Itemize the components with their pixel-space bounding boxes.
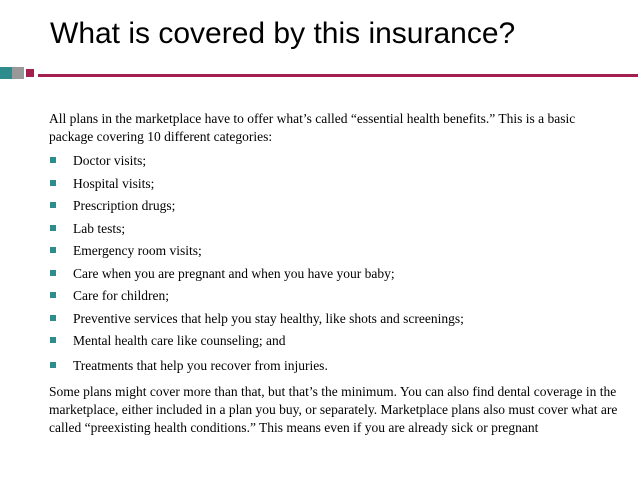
square-bullet-icon xyxy=(50,157,56,163)
list-item-text: Preventive services that help you stay healthy, like shots and screenings; xyxy=(73,310,464,326)
list-item xyxy=(49,197,619,220)
slide-title: What is covered by this insurance? xyxy=(50,17,516,50)
list-item xyxy=(49,152,619,175)
list-item-text: Care for children; xyxy=(73,288,169,303)
list-item xyxy=(49,310,619,333)
square-bullet-icon xyxy=(50,180,56,186)
square-bullet-icon xyxy=(50,202,56,208)
list-item xyxy=(49,175,619,198)
list-item xyxy=(49,265,619,288)
title-divider xyxy=(38,74,638,77)
square-bullet-icon xyxy=(50,362,56,368)
list-item xyxy=(49,242,619,265)
square-bullet-icon xyxy=(50,247,56,253)
list-item-text: Mental health care like counseling; and xyxy=(73,333,286,348)
square-bullet-icon xyxy=(50,225,56,231)
decorative-square-teal xyxy=(0,67,12,79)
benefits-list xyxy=(49,152,619,380)
list-item-text: Treatments that help you recover from injuries. xyxy=(73,358,328,373)
square-bullet-icon xyxy=(50,270,56,276)
square-bullet-icon xyxy=(50,292,56,298)
list-item-text: Prescription drugs; xyxy=(73,198,176,213)
list-item-text: Doctor visits; xyxy=(73,153,147,168)
decorative-square-gray xyxy=(12,67,24,79)
list-item xyxy=(49,332,619,357)
list-item xyxy=(49,220,619,243)
slide-body xyxy=(49,110,619,437)
intro-paragraph: All plans in the marketplace have to offer what’s called “essential health benefits.” This is a basic package covering 10 different categories: xyxy=(49,111,576,144)
square-bullet-icon xyxy=(50,315,56,321)
list-item-text: Emergency room visits; xyxy=(73,243,202,258)
decorative-square-accent xyxy=(26,69,34,77)
list-item-text: Care when you are pregnant and when you have your baby; xyxy=(73,265,395,281)
closing-paragraph: Some plans might cover more than that, but that’s the minimum. You can also find dental coverage in the marketplace, either included in a plan you buy, or separately. Marketplace plans also must cover what are called “preexisting health conditions.” This means even if you are already sick or pregnant xyxy=(49,383,618,435)
list-item xyxy=(49,287,619,310)
list-item-text: Lab tests; xyxy=(73,220,126,236)
list-item xyxy=(49,357,619,380)
square-bullet-icon xyxy=(50,337,56,343)
list-item-text: Hospital visits; xyxy=(73,175,155,191)
